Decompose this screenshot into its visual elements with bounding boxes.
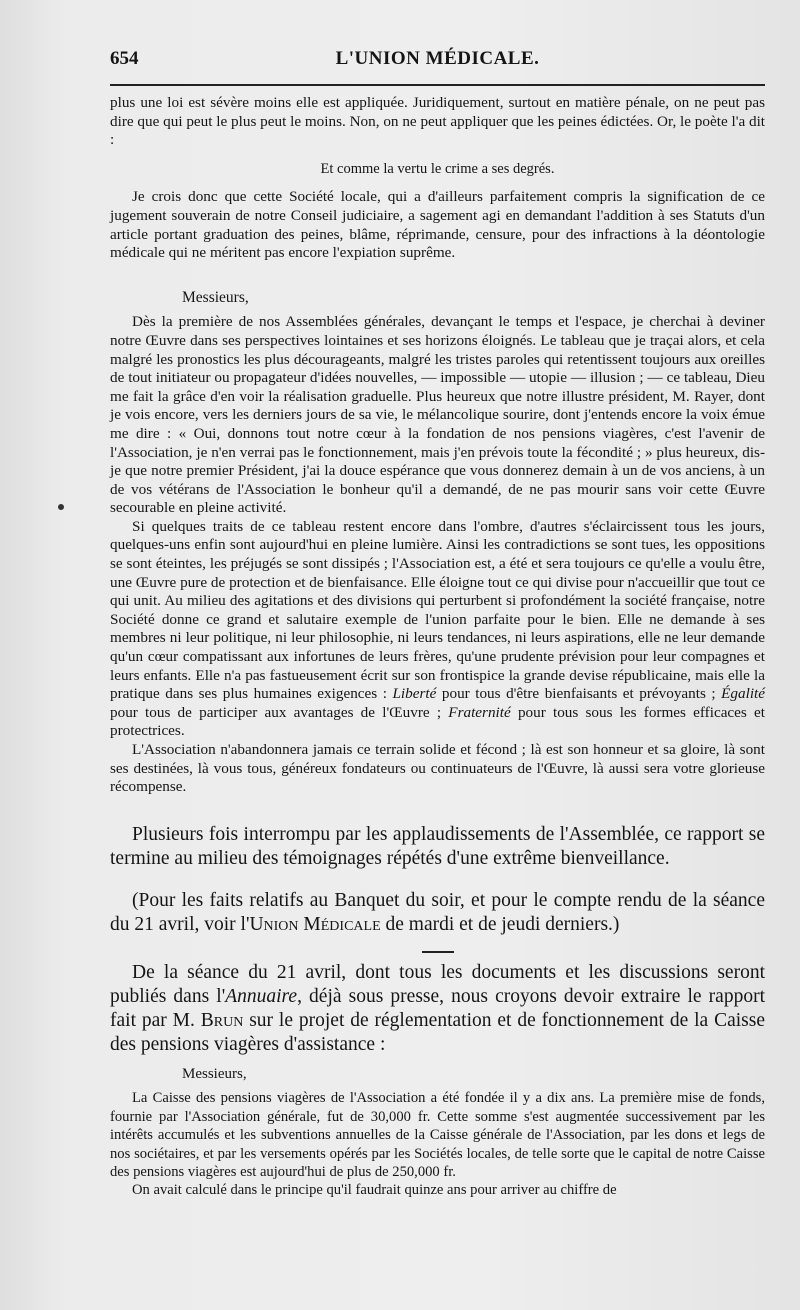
paragraph-statutes: Je crois donc que cette Société locale, qui a d'ailleurs parfaitement compris la signification de ce jugement souverain de notre Conseil judiciaire, a sagement agi en demandant l'addition à ses Statuts d'un article portant graduation des peines, blâme, réprimande, censure, pour des infractions à la déontologie médicale qui ne méritent pas encore l'expiation suprême. <box>110 188 765 262</box>
paragraph-calcul: On avait calculé dans le principe qu'il faudrait quinze ans pour arriver au chiffre de <box>132 1182 617 1199</box>
paragraph-banquet <box>110 889 765 937</box>
page-number: 654 <box>110 48 139 69</box>
salutation: Messieurs, <box>182 288 249 306</box>
motto-text-4: pour tous sous les formes efficaces et protectrices. <box>110 703 765 740</box>
banquet-text-1: (Pour les faits relatifs au Banquet du soir, et pour le compte rendu de la séance du 21 avril, voir l' <box>110 889 765 935</box>
journal-name: Union Médicale <box>249 913 381 935</box>
paragraph-legal: plus une loi est sévère moins elle est appliquée. Juridiquement, surtout en matière pénale, on ne peut pas dire que qui peut le plus peut le moins. Non, on ne peut appliquer que les peines édictées. Or, le poète l'a dit : <box>110 94 766 149</box>
header-rule <box>110 84 765 86</box>
running-head <box>110 48 765 76</box>
word-fraternite: Fraternité <box>448 703 511 721</box>
session-text-2: , déjà sous presse, nous croyons devoir extraire le rapport fait par M. <box>110 985 765 1031</box>
banquet-text-2: de mardi et de jeudi derniers.) <box>385 913 620 935</box>
paragraph-session <box>110 961 765 1057</box>
paragraph-conclusion: L'Association n'abandonnera jamais ce terrain solide et fécond ; là est son honneur et sa gloire, là sont ses destinées, là vous tous, généreux fondateurs ou continuateurs de l'Œuvre, là aussi sera votre glorieuse récompense. <box>110 741 765 796</box>
motto-text-3: pour tous de participer aux avantages de l'Œuvre ; <box>110 703 442 721</box>
name-brun: Brun <box>200 1009 244 1031</box>
word-liberte: Liberté <box>392 685 437 703</box>
section-dash <box>422 951 454 953</box>
paragraph-motto <box>110 518 765 741</box>
margin-mark <box>58 504 64 510</box>
word-annuaire: Annuaire <box>225 985 298 1007</box>
motto-text-1: Si quelques traits de ce tableau restent encore dans l'ombre, d'autres s'éclaircissent tous les jours, quelques-uns enfin sont aujourd'hui en pleine lumière. Ainsi les contradictions se sont tues, les oppositions se sont éteintes, les préjugés se sont dissipés ; l'Association est, a été et sera toujours ce qu'elle a voulu être, une Œuvre pure de protection et de bienfaisance. Elle éloigne tout ce qui divise pour n'accueillir que tout ce qui unit. Au milieu des agitations et des divisions qui perturbent si profondément la société française, notre Société donne ce grand et salutaire exemple de l'union parfaite pour le bien. Elle ne demande à ses membres ni leur politique, ni leur philosophie, ni leurs tendances, ni leurs aspirations, elle ne leur demande qu'un cœur compatissant aux infortunes de leurs frères, qu'une prudente prévision pour leur compagnes et leurs enfants. Elle n'a pas fastueusement écrit sur son frontispice la grande devise républicaine, mais elle la pratique dans ses plus humaines exigences : <box>110 517 765 703</box>
journal-title: L'UNION MÉDICALE. <box>335 48 540 69</box>
body-text <box>110 94 765 1200</box>
paragraph-assemblies: Dès la première de nos Assemblées générales, devançant le temps et l'espace, je cherchai à deviner notre Œuvre dans ses perspectives lointaines et ses horizons éloignés. Le tableau que je traçai alors, et cela malgré les pronostics les plus décourageants, malgré les tristes paroles qui retentissent toujours aux oreilles de tout initiateur ou propagateur d'idées nouvelles, — impossible — utopie — illusion ; — ce tableau, Dieu me fait la grâce d'en voir la réalisation graduelle. Plus heureux que notre illustre président, M. Rayer, dont je vois encore, vers les derniers jours de sa vie, le mélancolique sourire, dont j'entends encore la voix émue me dire : « Oui, donnons tout notre cœur à la fondation de nos pensions viagères, c'est l'avenir de l'Association, je n'en verrai pas le fonctionnement, mais j'en prévois toute la fécondité ; » plus heureux, dis-je que notre premier Président, j'ai la douce espérance que vous donnerez demain à un de vos anciens, à un de vos vétérans de l'Association le bonheur qu'il a demandé, de ne pas mourir sans voir cette Œuvre secourable en pleine activité. <box>110 313 765 517</box>
session-text-1: De la séance du 21 avril, dont tous les documents et les discussions seront publiés dans l' <box>110 961 765 1007</box>
paragraph-caisse: La Caisse des pensions viagères de l'Association a été fondée il y a dix ans. La première mise de fonds, fournie par l'Association générale, fut de 30,000 fr. Cette somme s'est augmentée successivement par les intérêts accumulés et les subventions annuelles de la Caisse générale de l'Association, par les dons et legs de nos sociétaires, et par les versements opérés par les Sociétés locales, de telle sorte que le capital de notre Caisse des pensions viagères est aujourd'hui de plus de 250,000 fr. <box>110 1090 765 1180</box>
verse-quote: Et comme la vertu le crime a ses degrés. <box>320 160 555 177</box>
motto-text-2: pour tous d'être bienfaisants et prévoyants ; <box>441 685 716 703</box>
session-text-3: sur le projet de réglementation et de fonctionnement de la Caisse des pensions viagères d'assistance : <box>110 1009 766 1055</box>
paragraph-applause: Plusieurs fois interrompu par les applaudissements de l'Assemblée, ce rapport se termine au milieu des témoignages répétés d'une extrême bienveillance. <box>110 823 765 869</box>
salutation-2: Messieurs, <box>182 1065 247 1082</box>
word-egalite: Égalité <box>721 685 766 703</box>
